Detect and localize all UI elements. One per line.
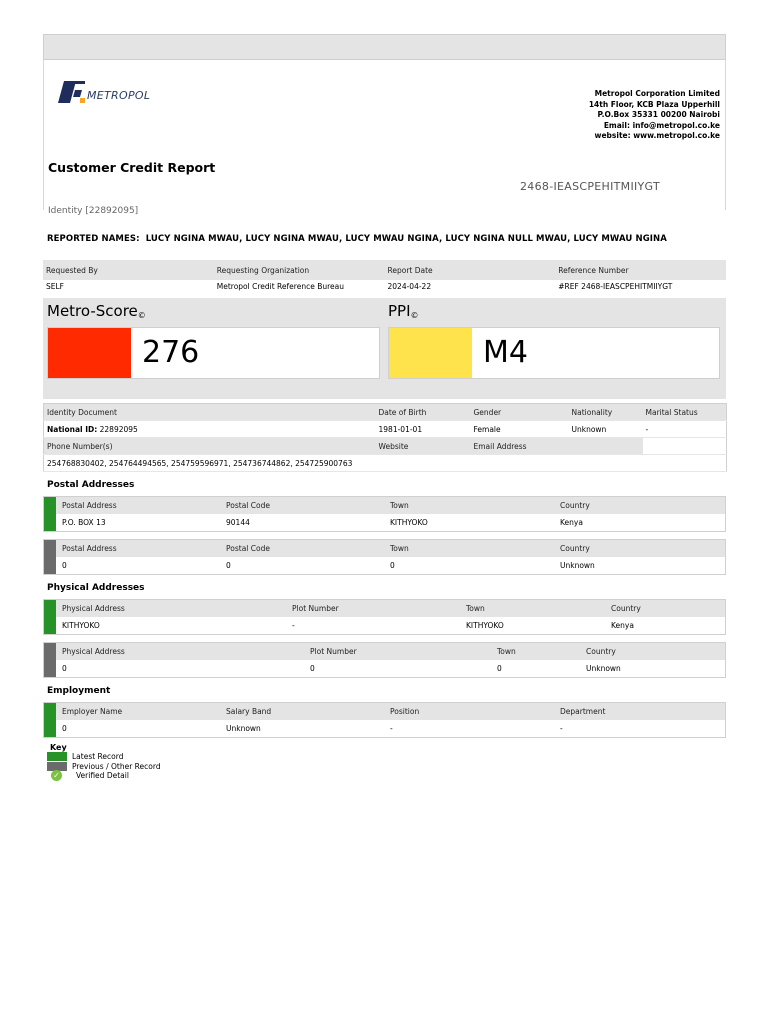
metro-score-box bbox=[47, 327, 380, 379]
postal-table bbox=[56, 497, 725, 531]
table-cell: 0 bbox=[390, 561, 395, 570]
physical-record-latest bbox=[43, 599, 726, 635]
previous-record-marker bbox=[44, 540, 56, 574]
table-cell: - bbox=[292, 621, 295, 630]
table-cell: - bbox=[560, 724, 563, 733]
table-cell: P.O. BOX 13 bbox=[62, 518, 106, 527]
checkmark-icon: ✓ bbox=[51, 770, 62, 781]
table-cell: Unknown bbox=[586, 664, 621, 673]
table-header-row bbox=[43, 260, 726, 280]
table-header-cell: Country bbox=[580, 643, 725, 660]
table-row bbox=[56, 720, 725, 737]
company-name: Metropol Corporation Limited bbox=[594, 89, 720, 98]
metropol-logo bbox=[58, 81, 150, 103]
table-cell: Kenya bbox=[611, 621, 634, 630]
key-previous bbox=[47, 762, 726, 772]
table-row bbox=[44, 455, 727, 472]
table-cell: Unknown bbox=[560, 561, 595, 570]
company-website: website: www.metropol.co.ke bbox=[594, 131, 720, 140]
report-date: 2024-04-22 bbox=[387, 282, 432, 291]
company-email: Email: info@metropol.co.ke bbox=[603, 120, 720, 130]
gender: Female bbox=[471, 421, 569, 438]
table-cell: Kenya bbox=[560, 518, 583, 527]
table-header-row bbox=[56, 600, 725, 617]
table-header-cell: Report Date bbox=[385, 260, 556, 280]
company-pobox: P.O.Box 35331 00200 Nairobi bbox=[597, 110, 720, 119]
metro-score-title bbox=[47, 302, 146, 320]
postal-record-latest bbox=[43, 496, 726, 532]
empty-cell bbox=[643, 438, 727, 455]
ppi-color bbox=[389, 328, 472, 378]
key-previous-label: Previous / Other Record bbox=[72, 761, 161, 771]
table-row bbox=[56, 660, 725, 677]
table-header-row bbox=[44, 404, 727, 421]
nationality: Unknown bbox=[569, 421, 643, 438]
physical-addresses-title: Physical Addresses bbox=[47, 583, 145, 593]
table-row bbox=[44, 421, 727, 438]
national-id bbox=[44, 421, 376, 438]
physical-table bbox=[56, 600, 725, 634]
credit-report-page bbox=[43, 34, 726, 781]
phone-numbers: 254768830402, 254764494565, 254759596971, 254736744862, 254725900763 bbox=[44, 455, 727, 472]
ppi-value: M4 bbox=[483, 335, 528, 370]
table-header-cell: Town bbox=[384, 540, 554, 557]
date-of-birth: 1981-01-01 bbox=[376, 421, 471, 438]
table-cell: 0 bbox=[497, 664, 502, 673]
table-header-row bbox=[56, 497, 725, 514]
table-header-cell: Employer Name bbox=[56, 703, 220, 720]
employment-table bbox=[56, 703, 725, 737]
table-header-cell: Identity Document bbox=[44, 404, 376, 421]
logo-text: METROPOL bbox=[87, 89, 151, 102]
identity-label: Identity [22892095] bbox=[48, 206, 139, 216]
table-row bbox=[56, 617, 725, 634]
latest-record-swatch bbox=[47, 752, 67, 761]
table-cell: 0 bbox=[62, 724, 67, 733]
table-header-cell: Postal Code bbox=[220, 497, 384, 514]
previous-record-marker bbox=[44, 643, 56, 677]
latest-record-marker bbox=[44, 497, 56, 531]
employment-record-latest bbox=[43, 702, 726, 738]
table-cell: 0 bbox=[62, 561, 67, 570]
table-header-row bbox=[56, 540, 725, 557]
table-cell: 0 bbox=[310, 664, 315, 673]
table-header-cell: Requested By bbox=[43, 260, 214, 280]
table-header-cell: Gender bbox=[471, 404, 569, 421]
company-info bbox=[589, 89, 720, 142]
reported-names bbox=[43, 234, 726, 260]
table-cell: - bbox=[390, 724, 393, 733]
ppi-label: PPI bbox=[388, 302, 411, 320]
key-verified bbox=[47, 771, 726, 781]
latest-record-marker bbox=[44, 600, 56, 634]
table-header-cell: Physical Address bbox=[56, 600, 286, 617]
key-latest bbox=[47, 752, 726, 762]
requesting-organization: Metropol Credit Reference Bureau bbox=[216, 282, 344, 291]
table-header-cell: Postal Address bbox=[56, 497, 220, 514]
table-cell: 0 bbox=[226, 561, 231, 570]
copyright-mark: © bbox=[137, 311, 146, 320]
table-header-row bbox=[56, 703, 725, 720]
table-header-cell: Plot Number bbox=[304, 643, 491, 660]
table-cell: Unknown bbox=[226, 724, 261, 733]
latest-record-marker bbox=[44, 703, 56, 737]
metro-score-value: 276 bbox=[142, 335, 200, 370]
report-title: Customer Credit Report bbox=[48, 160, 216, 175]
table-header-cell: Town bbox=[460, 600, 605, 617]
table-header-cell: Town bbox=[384, 497, 554, 514]
ppi-box bbox=[388, 327, 720, 379]
table-cell: KITHYOKO bbox=[390, 518, 428, 527]
table-header-cell: Date of Birth bbox=[376, 404, 471, 421]
national-id-value: 22892095 bbox=[99, 424, 138, 434]
table-cell: KITHYOKO bbox=[62, 621, 100, 630]
key-title: Key bbox=[50, 743, 67, 752]
table-row bbox=[56, 514, 725, 531]
postal-table bbox=[56, 540, 725, 574]
table-header-row bbox=[56, 643, 725, 660]
requested-by: SELF bbox=[46, 282, 64, 291]
key-latest-label: Latest Record bbox=[72, 752, 124, 762]
table-header-cell: Postal Code bbox=[220, 540, 384, 557]
top-bar bbox=[43, 34, 726, 60]
table-header-cell: Town bbox=[491, 643, 580, 660]
table-header-row bbox=[44, 438, 727, 455]
table-header-cell: Requesting Organization bbox=[214, 260, 385, 280]
legend-key bbox=[43, 743, 726, 781]
physical-table bbox=[56, 643, 725, 677]
metropol-logo-icon bbox=[58, 81, 85, 103]
identity-table bbox=[43, 403, 727, 472]
reported-names-value: LUCY NGINA MWAU, LUCY NGINA MWAU, LUCY MWAU NGINA, LUCY NGINA NULL MWAU, LUCY MWAU NGINA bbox=[145, 234, 667, 244]
reference-number: #REF 2468-IEASCPEHITMIIYGT bbox=[558, 282, 673, 291]
table-header-cell: Country bbox=[554, 540, 725, 557]
request-table bbox=[43, 260, 726, 293]
table-header-cell: Nationality bbox=[569, 404, 643, 421]
table-cell: 0 bbox=[62, 664, 67, 673]
table-row bbox=[43, 280, 726, 293]
copyright-mark: © bbox=[410, 311, 419, 320]
reported-names-label: REPORTED NAMES: bbox=[47, 234, 140, 244]
postal-addresses-title: Postal Addresses bbox=[47, 480, 135, 490]
table-header-cell: Physical Address bbox=[56, 643, 304, 660]
table-header-cell: Country bbox=[554, 497, 725, 514]
table-header-cell: Position bbox=[384, 703, 554, 720]
table-cell: 90144 bbox=[226, 518, 250, 527]
company-address: 14th Floor, KCB Plaza Upperhill bbox=[588, 99, 720, 109]
employment-title: Employment bbox=[47, 686, 111, 696]
table-header-cell: Department bbox=[554, 703, 725, 720]
table-header-cell: Reference Number bbox=[555, 260, 726, 280]
table-header-cell: Marital Status bbox=[643, 404, 727, 421]
report-id: 2468-IEASCPEHITMIIYGT bbox=[520, 180, 661, 193]
table-header-cell: Website bbox=[376, 438, 471, 455]
metro-score-color bbox=[48, 328, 131, 378]
table-row bbox=[56, 557, 725, 574]
report-header bbox=[43, 60, 726, 216]
table-header-cell: Email Address bbox=[471, 438, 643, 455]
ppi-title bbox=[388, 302, 419, 320]
table-header-cell: Postal Address bbox=[56, 540, 220, 557]
key-verified-label: Verified Detail bbox=[76, 771, 129, 781]
table-cell: KITHYOKO bbox=[466, 621, 504, 630]
national-id-label: National ID: bbox=[47, 424, 98, 434]
table-header-cell: Phone Number(s) bbox=[44, 438, 376, 455]
postal-record-previous bbox=[43, 539, 726, 575]
marital-status: - bbox=[643, 421, 727, 438]
scores-panel bbox=[43, 298, 726, 399]
metro-score-label: Metro-Score bbox=[47, 302, 138, 320]
physical-record-previous bbox=[43, 642, 726, 678]
table-header-cell: Country bbox=[605, 600, 725, 617]
table-header-cell: Salary Band bbox=[220, 703, 384, 720]
table-header-cell: Plot Number bbox=[286, 600, 460, 617]
